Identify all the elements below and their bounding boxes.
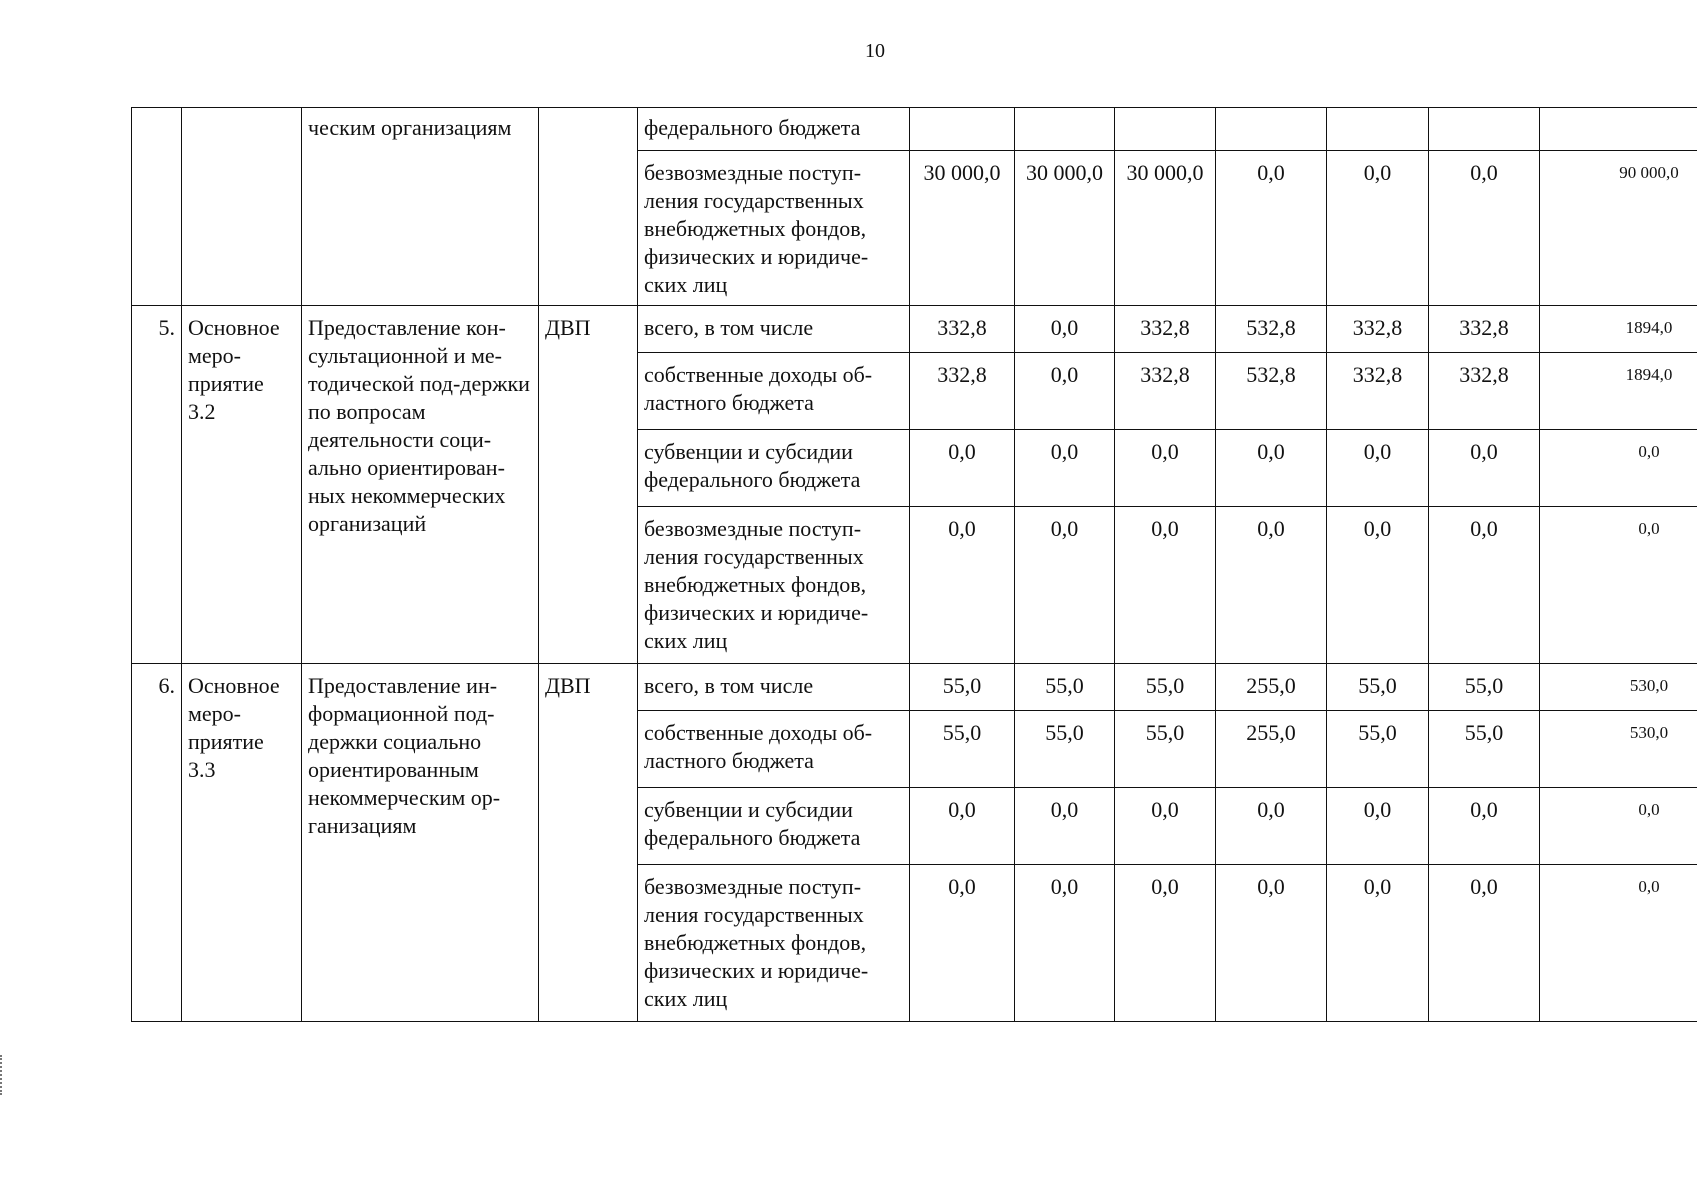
year-value-cell: 332,8 (1429, 306, 1540, 353)
executor-cell (539, 108, 638, 306)
year-value-cell: 532,8 (1216, 306, 1327, 353)
page-number: 10 (865, 40, 885, 62)
total-value-cell (1540, 108, 1697, 151)
year-value-cell: 0,0 (1327, 151, 1429, 306)
budget-table (131, 107, 1697, 1022)
year-value-cell: 0,0 (1216, 430, 1327, 507)
funding-source-cell: федерального бюджета (638, 108, 910, 151)
year-value-cell (910, 108, 1015, 151)
year-value-cell: 55,0 (910, 711, 1015, 788)
year-value-cell: 55,0 (1327, 711, 1429, 788)
year-value-cell: 532,8 (1216, 353, 1327, 430)
row-number-cell: 5. (132, 306, 182, 664)
year-value-cell: 0,0 (910, 788, 1015, 865)
year-value-cell: 0,0 (910, 865, 1015, 1022)
year-value-cell: 0,0 (1015, 353, 1115, 430)
year-value-cell: 0,0 (1327, 430, 1429, 507)
year-value-cell: 0,0 (1327, 507, 1429, 664)
funding-source-cell: безвозмездные поступ-ления государственных внебюджетных фондов, физических и юридиче-ских лиц (638, 151, 910, 306)
year-value-cell: 332,8 (1429, 353, 1540, 430)
year-value-cell: 0,0 (1429, 865, 1540, 1022)
table-row (132, 108, 1697, 151)
table-row (132, 664, 1697, 711)
executor-cell: ДВП (539, 306, 638, 664)
year-value-cell: 332,8 (1115, 353, 1216, 430)
funding-source-cell: безвозмездные поступ-ления государственных внебюджетных фондов, физических и юридиче-ских лиц (638, 507, 910, 664)
funding-source-cell: собственные доходы об-ластного бюджета (638, 711, 910, 788)
year-value-cell (1216, 108, 1327, 151)
year-value-cell: 30 000,0 (910, 151, 1015, 306)
year-value-cell: 55,0 (1327, 664, 1429, 711)
year-value-cell: 55,0 (1015, 711, 1115, 788)
year-value-cell: 55,0 (910, 664, 1015, 711)
year-value-cell: 0,0 (1216, 788, 1327, 865)
total-value-cell: 0,0 (1540, 430, 1697, 507)
year-value-cell: 0,0 (1015, 788, 1115, 865)
year-value-cell: 332,8 (910, 353, 1015, 430)
year-value-cell: 0,0 (910, 430, 1015, 507)
year-value-cell: 0,0 (1115, 507, 1216, 664)
total-value-cell: 530,0 (1540, 711, 1697, 788)
year-value-cell: 0,0 (1429, 151, 1540, 306)
year-value-cell: 332,8 (1327, 306, 1429, 353)
year-value-cell: 30 000,0 (1115, 151, 1216, 306)
year-value-cell: 255,0 (1216, 711, 1327, 788)
total-value-cell: 0,0 (1540, 788, 1697, 865)
funding-source-cell: безвозмездные поступ-ления государственных внебюджетных фондов, физических и юридиче-ских лиц (638, 865, 910, 1022)
year-value-cell: 0,0 (1115, 788, 1216, 865)
total-value-cell: 90 000,0 (1540, 151, 1697, 306)
year-value-cell (1015, 108, 1115, 151)
event-kind-cell: Основное меро-приятие 3.2 (182, 306, 302, 664)
scan-margin-mark (0, 1055, 4, 1095)
year-value-cell: 255,0 (1216, 664, 1327, 711)
year-value-cell: 55,0 (1429, 664, 1540, 711)
year-value-cell: 332,8 (1115, 306, 1216, 353)
year-value-cell: 332,8 (910, 306, 1015, 353)
year-value-cell: 0,0 (1429, 507, 1540, 664)
row-number-cell (132, 108, 182, 306)
year-value-cell: 0,0 (1216, 151, 1327, 306)
year-value-cell: 0,0 (1216, 865, 1327, 1022)
year-value-cell: 55,0 (1429, 711, 1540, 788)
event-kind-cell: Основное меро-приятие 3.3 (182, 664, 302, 1022)
executor-cell: ДВП (539, 664, 638, 1022)
year-value-cell: 0,0 (1115, 865, 1216, 1022)
year-value-cell (1327, 108, 1429, 151)
year-value-cell: 55,0 (1115, 664, 1216, 711)
year-value-cell: 55,0 (1015, 664, 1115, 711)
year-value-cell (1115, 108, 1216, 151)
funding-source-cell: всего, в том числе (638, 664, 910, 711)
funding-source-cell: субвенции и субсидии федерального бюджета (638, 788, 910, 865)
year-value-cell: 0,0 (1327, 788, 1429, 865)
year-value-cell: 0,0 (1115, 430, 1216, 507)
table-row (132, 306, 1697, 353)
year-value-cell: 0,0 (1015, 306, 1115, 353)
event-name-cell: Предоставление ин-формационной под-держки социально ориентированным некоммерческим ор-ганизациям (302, 664, 539, 1022)
total-value-cell: 0,0 (1540, 865, 1697, 1022)
funding-source-cell: субвенции и субсидии федерального бюджета (638, 430, 910, 507)
year-value-cell (1429, 108, 1540, 151)
total-value-cell: 0,0 (1540, 507, 1697, 664)
year-value-cell: 0,0 (1429, 788, 1540, 865)
year-value-cell: 0,0 (1015, 865, 1115, 1022)
year-value-cell: 0,0 (910, 507, 1015, 664)
funding-source-cell: собственные доходы об-ластного бюджета (638, 353, 910, 430)
event-name-cell: ческим организациям (302, 108, 539, 306)
year-value-cell: 55,0 (1115, 711, 1216, 788)
event-kind-cell (182, 108, 302, 306)
year-value-cell: 0,0 (1015, 507, 1115, 664)
year-value-cell: 30 000,0 (1015, 151, 1115, 306)
year-value-cell: 0,0 (1216, 507, 1327, 664)
year-value-cell: 332,8 (1327, 353, 1429, 430)
row-number-cell: 6. (132, 664, 182, 1022)
total-value-cell: 1894,0 (1540, 306, 1697, 353)
year-value-cell: 0,0 (1327, 865, 1429, 1022)
year-value-cell: 0,0 (1015, 430, 1115, 507)
funding-source-cell: всего, в том числе (638, 306, 910, 353)
year-value-cell: 0,0 (1429, 430, 1540, 507)
total-value-cell: 530,0 (1540, 664, 1697, 711)
event-name-cell: Предоставление кон-сультационной и ме-тодической под-держки по вопросам деятельности соци-ально ориентирован-ных некоммерческих организаций (302, 306, 539, 664)
total-value-cell: 1894,0 (1540, 353, 1697, 430)
